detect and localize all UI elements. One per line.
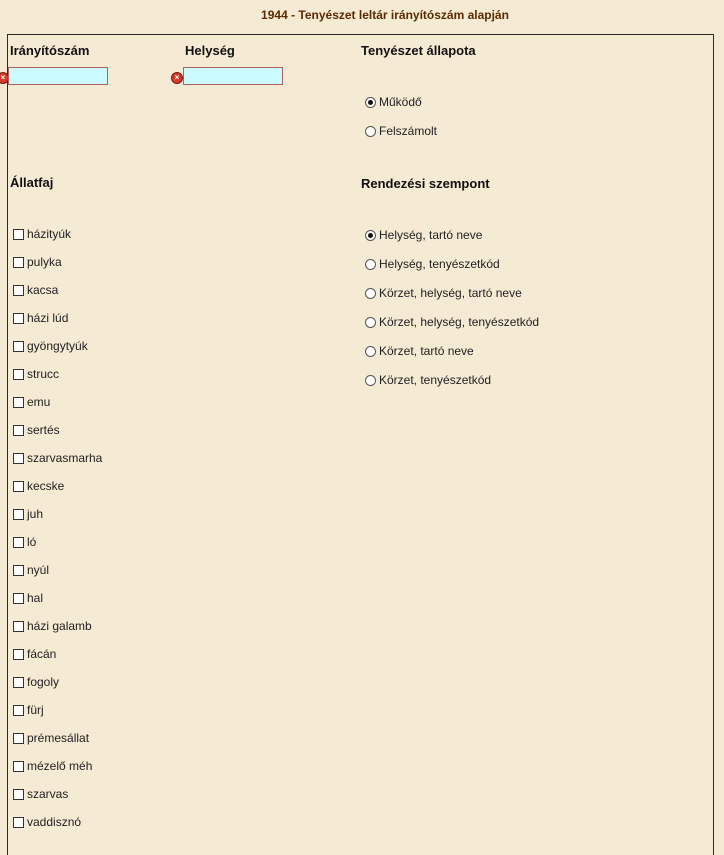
sort-option-1[interactable]	[365, 256, 500, 272]
sort-option-label: Körzet, helység, tenyészetkód	[379, 315, 540, 329]
sort-option-2[interactable]	[365, 285, 522, 301]
sort-radio[interactable]	[365, 288, 376, 299]
species-label: gyöngytyúk	[27, 339, 88, 353]
species-checkbox[interactable]	[13, 621, 24, 632]
sort-option-5[interactable]	[365, 372, 491, 388]
species-label: prémesállat	[27, 731, 90, 745]
species-label: ló	[27, 535, 37, 549]
species-label: fürj	[27, 703, 44, 717]
species-label: fogoly	[27, 675, 60, 689]
species-label: kacsa	[27, 283, 59, 297]
sort-radio[interactable]	[365, 375, 376, 386]
species-label: hal	[27, 591, 44, 605]
postcode-label: Irányítószám	[10, 43, 90, 58]
species-label: házi galamb	[27, 619, 92, 633]
species-label: szarvasmarha	[27, 451, 103, 465]
city-label: Helység	[185, 43, 235, 58]
species-item[interactable]	[13, 478, 64, 494]
species-checkbox[interactable]	[13, 649, 24, 660]
status-group-label: Tenyészet állapota	[361, 43, 476, 58]
sort-radio[interactable]	[365, 317, 376, 328]
form-panel	[7, 34, 714, 855]
species-checkbox[interactable]	[13, 789, 24, 800]
sort-option-label: Körzet, tenyészetkód	[379, 373, 492, 387]
species-checkbox[interactable]	[13, 537, 24, 548]
species-label: nyúl	[27, 563, 50, 577]
sort-radio[interactable]	[365, 230, 376, 241]
species-label: vaddisznó	[27, 815, 82, 829]
sort-option-3[interactable]	[365, 314, 539, 330]
species-item[interactable]	[13, 646, 56, 662]
species-checkbox[interactable]	[13, 313, 24, 324]
species-item[interactable]	[13, 366, 59, 382]
sort-option-0[interactable]	[365, 227, 482, 243]
species-label: házi lúd	[27, 311, 69, 325]
sort-radio[interactable]	[365, 259, 376, 270]
species-item[interactable]	[13, 226, 71, 242]
species-checkbox[interactable]	[13, 341, 24, 352]
species-checkbox[interactable]	[13, 677, 24, 688]
species-item[interactable]	[13, 450, 102, 466]
sort-group-label: Rendezési szempont	[361, 176, 490, 191]
species-item[interactable]	[13, 618, 92, 634]
species-label: emu	[27, 395, 51, 409]
species-checkbox[interactable]	[13, 229, 24, 240]
status-radio[interactable]	[365, 126, 376, 137]
species-item[interactable]	[13, 506, 43, 522]
species-item[interactable]	[13, 254, 62, 270]
postcode-input[interactable]	[8, 67, 108, 85]
species-label: strucc	[27, 367, 60, 381]
species-checkbox[interactable]	[13, 481, 24, 492]
species-checkbox[interactable]	[13, 565, 24, 576]
city-error-icon: ×	[171, 72, 183, 84]
species-checkbox[interactable]	[13, 285, 24, 296]
species-checkbox[interactable]	[13, 593, 24, 604]
page-title: 1944 - Tenyészet leltár irányítószám alapján	[261, 8, 509, 22]
species-label: sertés	[27, 423, 60, 437]
species-label: kecske	[27, 479, 65, 493]
species-label: pulyka	[27, 255, 62, 269]
species-item[interactable]	[13, 590, 43, 606]
species-checkbox[interactable]	[13, 453, 24, 464]
species-checkbox[interactable]	[13, 733, 24, 744]
sort-option-label: Helység, tenyészetkód	[379, 257, 500, 271]
species-label: szarvas	[27, 787, 69, 801]
postcode-error-icon: ×	[0, 72, 9, 84]
species-item[interactable]	[13, 534, 36, 550]
species-item[interactable]	[13, 422, 60, 438]
species-item[interactable]	[13, 394, 50, 410]
species-label: házityúk	[27, 227, 72, 241]
species-item[interactable]	[13, 758, 92, 774]
species-checkbox[interactable]	[13, 425, 24, 436]
species-checkbox[interactable]	[13, 509, 24, 520]
species-label: mézelő méh	[27, 759, 93, 773]
species-checkbox[interactable]	[13, 817, 24, 828]
species-label: juh	[27, 507, 44, 521]
city-input[interactable]	[183, 67, 283, 85]
species-checkbox[interactable]	[13, 397, 24, 408]
status-option-0[interactable]	[365, 94, 422, 110]
species-item[interactable]	[13, 674, 59, 690]
sort-option-label: Körzet, tartó neve	[379, 344, 474, 358]
species-item[interactable]	[13, 562, 49, 578]
species-checkbox[interactable]	[13, 369, 24, 380]
species-item[interactable]	[13, 338, 88, 354]
status-option-1[interactable]	[365, 123, 437, 139]
species-item[interactable]	[13, 786, 68, 802]
sort-radio[interactable]	[365, 346, 376, 357]
species-checkbox[interactable]	[13, 705, 24, 716]
species-group-label: Állatfaj	[10, 175, 54, 190]
status-option-label: Felszámolt	[379, 124, 438, 138]
species-item[interactable]	[13, 730, 89, 746]
sort-option-label: Körzet, helység, tartó neve	[379, 286, 522, 300]
species-item[interactable]	[13, 282, 58, 298]
species-item[interactable]	[13, 310, 68, 326]
sort-option-label: Helység, tartó neve	[379, 228, 483, 242]
sort-option-4[interactable]	[365, 343, 474, 359]
species-item[interactable]	[13, 814, 81, 830]
species-checkbox[interactable]	[13, 257, 24, 268]
status-radio[interactable]	[365, 97, 376, 108]
species-checkbox[interactable]	[13, 761, 24, 772]
status-option-label: Működő	[379, 95, 422, 109]
species-item[interactable]	[13, 702, 44, 718]
species-label: fácán	[27, 647, 57, 661]
